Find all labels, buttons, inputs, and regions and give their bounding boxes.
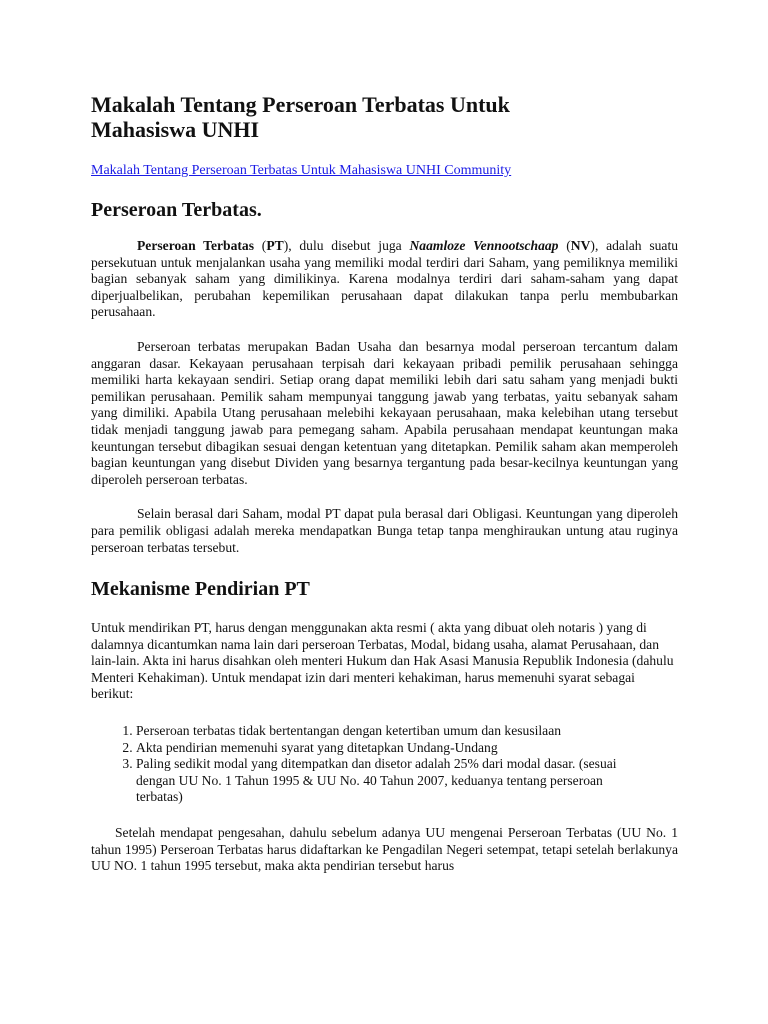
- requirements-list: [91, 723, 678, 806]
- paragraph-pengesahan: Setelah mendapat pengesahan, dahulu sebelum adanya UU mengenai Perseroan Terbatas (UU No. 1 tahun 1995) Perseroan Terbatas harus didaftarkan ke Pengadilan Negeri setempat, tetapi setelah berlakunya UU NO. 1 tahun 1995 tersebut, maka akta pendirian tersebut harus: [91, 825, 678, 874]
- list-item: 3. Paling sedikit modal yang ditempatkan dan disetor adalah 25% dari modal dasar. (sesuai dengan UU No. 1 Tahun 1995 & UU No. 40 Tahun 2007, keduanya tentang perseroan terbatas): [136, 756, 638, 806]
- section-heading-mekanisme: Mekanisme Pendirian PT: [91, 578, 310, 601]
- community-link[interactable]: Makalah Tentang Perseroan Terbatas Untuk Mahasiswa UNHI Community: [91, 163, 512, 178]
- section-heading-perseroan: Perseroan Terbatas.: [91, 199, 262, 221]
- term-naamloze-vennootschap: Naamloze Vennootschaap: [409, 238, 559, 253]
- term-nv: NV: [570, 238, 591, 253]
- paragraph-badan-usaha: Perseroan terbatas merupakan Badan Usaha dan besarnya modal perseroan tercantum dalam anggaran dasar. Kekayaan perusahaan terpisah dari kekayaan pribadi pemilik perusahaan sehingga memiliki harta kekayaan sendiri. Setiap orang dapat memiliki lebih dari satu saham yang menjadi bukti pemilikan perusahaan. Pemilik saham mempunyai tanggung jawab yang terbatas, yaitu sebanyak saham yang dimiliki. Apabila Utang perusahaan melebihi kekayaan perusahaan, maka kelebihan utang tersebut tidak menjadi tanggung jawab para pemegang saham. Apabila perusahaan mendapat keuntungan maka keuntungan tersebut dibagikan sesuai dengan ketentuan yang ditetapkan. Pemilik saham akan memperoleh bagian keuntungan yang disebut Dividen yang besarnya tergantung pada besar-kecilnya keuntungan yang diperoleh perseroan terbatas.: [91, 338, 678, 487]
- term-pt: PT: [266, 238, 284, 253]
- paragraph-definition: Perseroan Terbatas (PT), dulu disebut juga Naamloze Vennootschaap (NV), adalah suatu persekutuan untuk menjalankan usaha yang memiliki modal terdiri dari Saham, yang pemiliknya memiliki bagian sebanyak saham yang dimilikinya. Karena modalnya terdiri dari saham-saham yang dapat diperjualbelikan, perubahan kepemilikan perusahaan dapat dilakukan tanpa perlu membubarkan perusahaan.: [91, 238, 679, 320]
- list-item: 1. Perseroan terbatas tidak bertentangan dengan ketertiban umum dan kesusilaan: [136, 723, 638, 740]
- document-page: [91, 92, 678, 892]
- term-perseroan-terbatas: Perseroan Terbatas: [137, 238, 255, 253]
- list-item: 2. Akta pendirian memenuhi syarat yang ditetapkan Undang-Undang: [136, 740, 638, 757]
- paragraph-mekanisme-intro: Untuk mendirikan PT, harus dengan menggunakan akta resmi ( akta yang dibuat oleh notaris ) yang di dalamnya dicantumkan nama lain dari perseroan Terbatas, Modal, bidang usaha, alamat Perusahaan, dan lain-lain. Akta ini harus disahkan oleh menteri Hukum dan Hak Asasi Manusia Republik Indonesia (dahulu Menteri Kehakiman). Untuk mendapat izin dari menteri kehakiman, harus memenuhi syarat sebagai berikut:: [91, 620, 674, 702]
- paragraph-obligasi: Selain berasal dari Saham, modal PT dapat pula berasal dari Obligasi. Keuntungan yang diperoleh para pemilik obligasi adalah mereka mendapatkan Bunga tetap tanpa menghiraukan untung atau ruginya perseroan terbatas tersebut.: [91, 506, 678, 555]
- document-title: Makalah Tentang Perseroan Terbatas Untuk Mahasiswa UNHI: [91, 92, 510, 142]
